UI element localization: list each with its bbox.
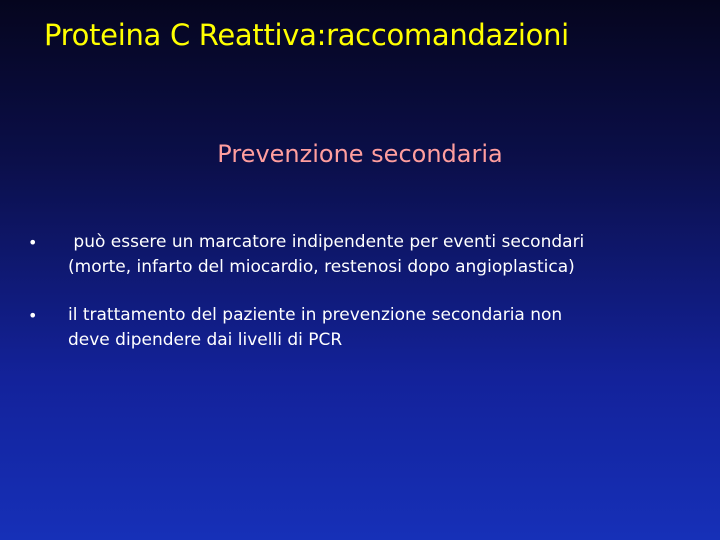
bullet-item-1 bbox=[28, 230, 688, 280]
bullet-dot-icon: • bbox=[28, 233, 38, 252]
bullet-list bbox=[28, 230, 688, 376]
bullet-dot-icon: • bbox=[28, 306, 38, 325]
bullet-text-line: (morte, infarto del miocardio, restenosi dopo angioplastica) bbox=[68, 257, 575, 277]
bullet-item-2 bbox=[28, 303, 688, 353]
slide-title: Proteina C Reattiva:raccomandazioni bbox=[44, 18, 569, 52]
bullet-text-line: deve dipendere dai livelli di PCR bbox=[68, 330, 343, 350]
section-subtitle: Prevenzione secondaria bbox=[217, 140, 503, 168]
bullet-text-line: il trattamento del paziente in prevenzione secondaria non bbox=[68, 305, 563, 325]
bullet-text-line: può essere un marcatore indipendente per eventi secondari bbox=[68, 232, 585, 252]
